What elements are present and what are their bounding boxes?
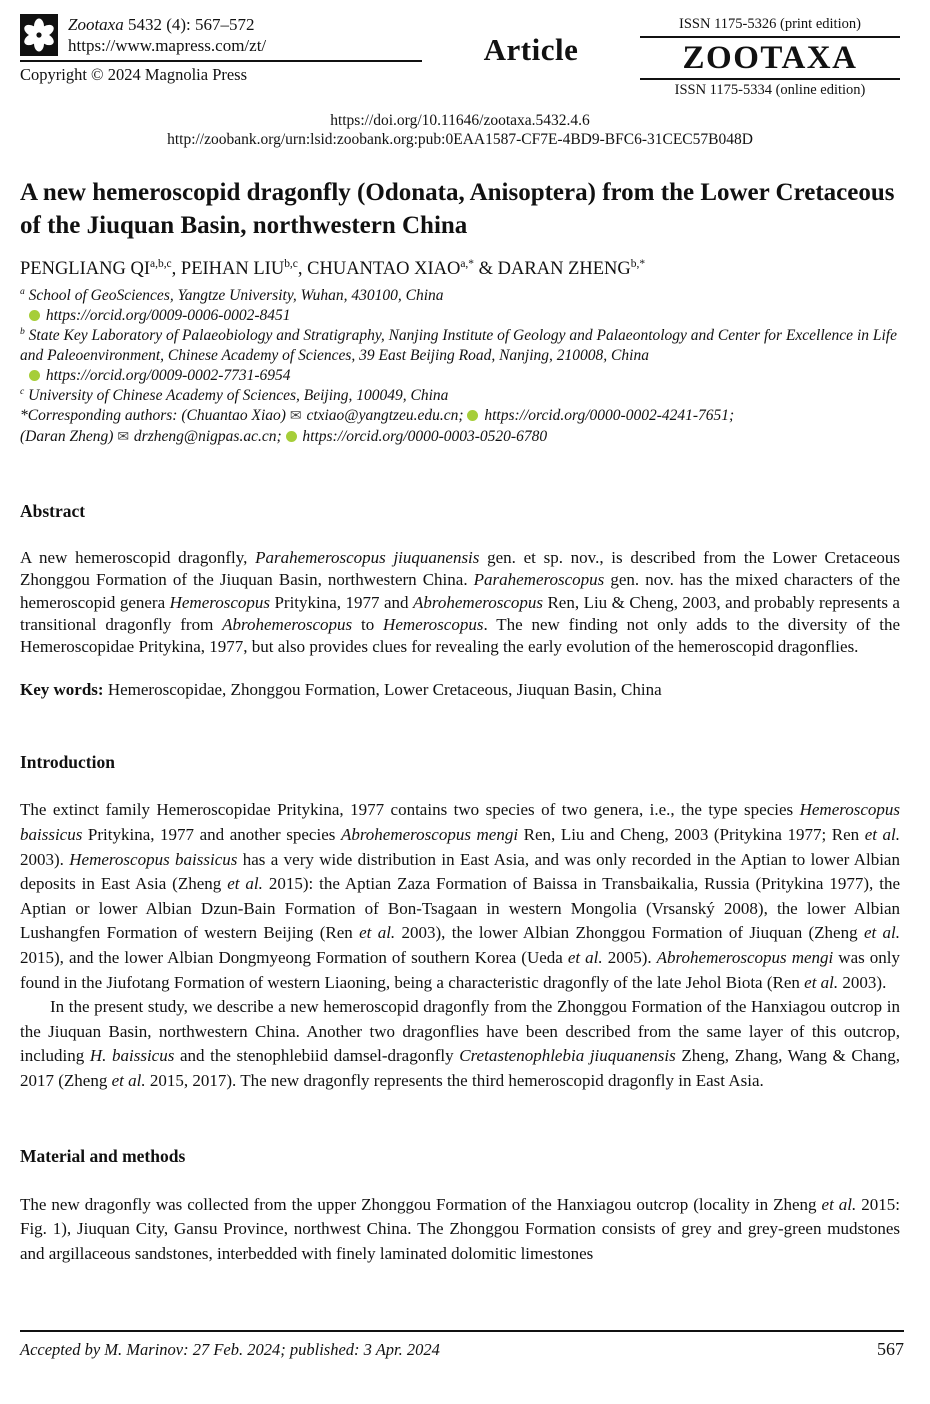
page-number: 567 (877, 1339, 904, 1359)
email-icon: ✉ (289, 409, 302, 424)
abstract-paragraph: A new hemeroscopid dragonfly, Parahemeroscopus jiuquanensis gen. et sp. nov., is described from the Lower Cretaceous Zhonggou Formation of the Jiuquan Basin, northwestern China. Parahemeroscopus gen. nov. has the mixed characters of the hemeroscopid genera Hemeroscopus Pritykina, 1977 and Abrohemeroscopus Ren, Liu & Cheng, 2003, and probably represents a transitional dragonfly from Abrohemeroscopus to Hemeroscopus. The new finding not only adds to the diversity of the Hemeroscopidae Pritykina, 1977, but also provides clues for revealing the early evolution of the hemeroscopid dragonflies. (20, 548, 901, 657)
doi-link[interactable]: https://doi.org/10.11646/zootaxa.5432.4.6 (330, 112, 590, 129)
abstract-heading: Abstract (20, 501, 86, 521)
affiliations-block (20, 286, 900, 448)
affiliation-c: $^c$ University of Chinese Academy of Sciences, Beijing, 100049, China (20, 385, 449, 404)
orcid-link-author-1[interactable]: https://orcid.org/0009-0006-0002-8451 (20, 306, 900, 326)
methods-heading: Material and methods (20, 1145, 186, 1166)
corresponding-author-2[interactable]: (Daran Zheng) ✉ drzheng@nigpas.ac.cn; https://orcid.org/0000-0003-0520-6780 (20, 428, 548, 445)
copyright-line: Copyright © 2024 Magnolia Press (20, 65, 248, 84)
masthead-right (640, 14, 900, 102)
article-title: A new hemeroscopid dragonfly (Odonata, Anisoptera) from the Lower Cretaceous of the Jiuquan Basin, northwestern China (20, 179, 895, 239)
introduction-heading: Introduction (20, 752, 115, 773)
authors-line: PENGLIANG QI$^{a,b,c}$, PEIHAN LIU$^{b,c}$, CHUANTAO $XIAO^{a,*}$ & DARAN $ZHENG^{b,*}$ (20, 257, 646, 279)
masthead (20, 14, 900, 102)
magnolia-flower-icon (20, 14, 58, 56)
orcid-link-author-2[interactable]: https://orcid.org/0009-0002-7731-6954 (20, 366, 900, 386)
issn-print: ISSN 1175-5326 (print edition) (679, 16, 861, 32)
affiliation-b: $^b$ State Key Laboratory of Palaeobiology and Stratigraphy, Nanjing Institute of Geology and Palaeontology and Center for Excellence in Life and Paleoenvironment, Chinese Academy of Sciences, 39 East Beijing Road, Nanjing, 210008, China (20, 325, 897, 364)
introduction-paragraph-1: The extinct family Hemeroscopidae Pritykina, 1977 contains two species of two genera, i.e., the type species Hemeroscopus baissicus Pritykina, 1977 and another species Abrohemeroscopus mengi Ren, Liu and Cheng, 2003 (Pritykina 1977; Ren et al. 2003). Hemeroscopus baissicus has a very wide distribution in East Asia, and was only recorded in the Aptian to lower Albian deposits in East Asia (Zheng et al. 2015): the Aptian Zaza Formation of Baissa in Transbaikalia, Russia (Pritykina 1977), the Aptian or lower Albian Dzun-Bain Formation of Bon-Tsagaan in western Mongolia (Vrsanský 2008), the lower Albian Lushangfen Formation of western Beijing (Ren et al. 2003), the lower Albian Zhonggou Formation of Jiuquan (Zheng et al. 2015), and the lower Albian Dongmyeong Formation of southern Korea (Ueda et al. 2005). Abrohemeroscopus mengi was only found in the Jiufotang Formation of western Liaoning, being a characteristic dragonfly of the late Jehol Biota (Ren et al. 2003). (20, 800, 900, 992)
orcid-icon (29, 370, 40, 381)
orcid-icon (29, 310, 40, 321)
masthead-left (20, 14, 422, 85)
identifier-block (20, 111, 900, 149)
accepted-published-line: Accepted by M. Marinov: 27 Feb. 2024; published: 3 Apr. 2024 (20, 1340, 440, 1359)
journal-url-link[interactable]: https://www.mapress.com/zt/ (68, 36, 267, 55)
affiliation-a: $^a$ School of GeoSciences, Yangtze University, Wuhan, 430100, China (20, 285, 444, 304)
email-icon: ✉ (117, 430, 130, 445)
journal-citation-block (68, 14, 266, 56)
article-type-label: Article (483, 32, 579, 67)
issn-online: ISSN 1175-5334 (online edition) (674, 82, 866, 98)
page-footer (20, 1330, 904, 1360)
orcid-icon (286, 431, 297, 442)
journal-citation: Zootaxa 5432 (4): 567–572 (68, 15, 255, 34)
zoobank-link[interactable]: http://zoobank.org/urn:lsid:zoobank.org:pub:0EAA1587-CF7E-4BD9-BFC6-31CEC57B048D (167, 131, 753, 148)
journal-name: ZOOTAXA (640, 36, 900, 80)
publisher-logo-row (20, 14, 422, 62)
orcid-icon (467, 410, 478, 421)
corresponding-author-1[interactable]: *Corresponding authors: (Chuantao Xiao) ✉ ctxiao@yangtzeu.edu.cn; https://orcid.org/0000-0002-4241-7651; (20, 407, 735, 424)
methods-paragraph: The new dragonfly was collected from the upper Zhonggou Formation of the Hanxiagou outcrop (locality in Zheng et al. 2015: Fig. 1), Jiuquan City, Gansu Province, northwest China. The Zhonggou Formation consists of grey and grey-green mudstones and argillaceous sandstones, interbedded with finely laminated dolomitic limestones (20, 1194, 900, 1263)
introduction-paragraph-2: In the present study, we describe a new hemeroscopid dragonfly from the Zhonggou Formation of the Hanxiagou outcrop in the Jiuquan Basin, northwestern China. Another two dragonflies have been described from the same layer of this outcrop, including H. baissicus and the stenophlebiid damsel-dragonfly Cretastenophlebia jiuquanensis Zheng, Zhang, Wang & Chang, 2017 (Zheng et al. 2015, 2017). The new dragonfly represents the third hemeroscopid dragonfly in East Asia. (20, 997, 900, 1091)
keywords-line: Key words: Hemeroscopidae, Zhonggou Formation, Lower Cretaceous, Jiuquan Basin, China (20, 680, 662, 700)
